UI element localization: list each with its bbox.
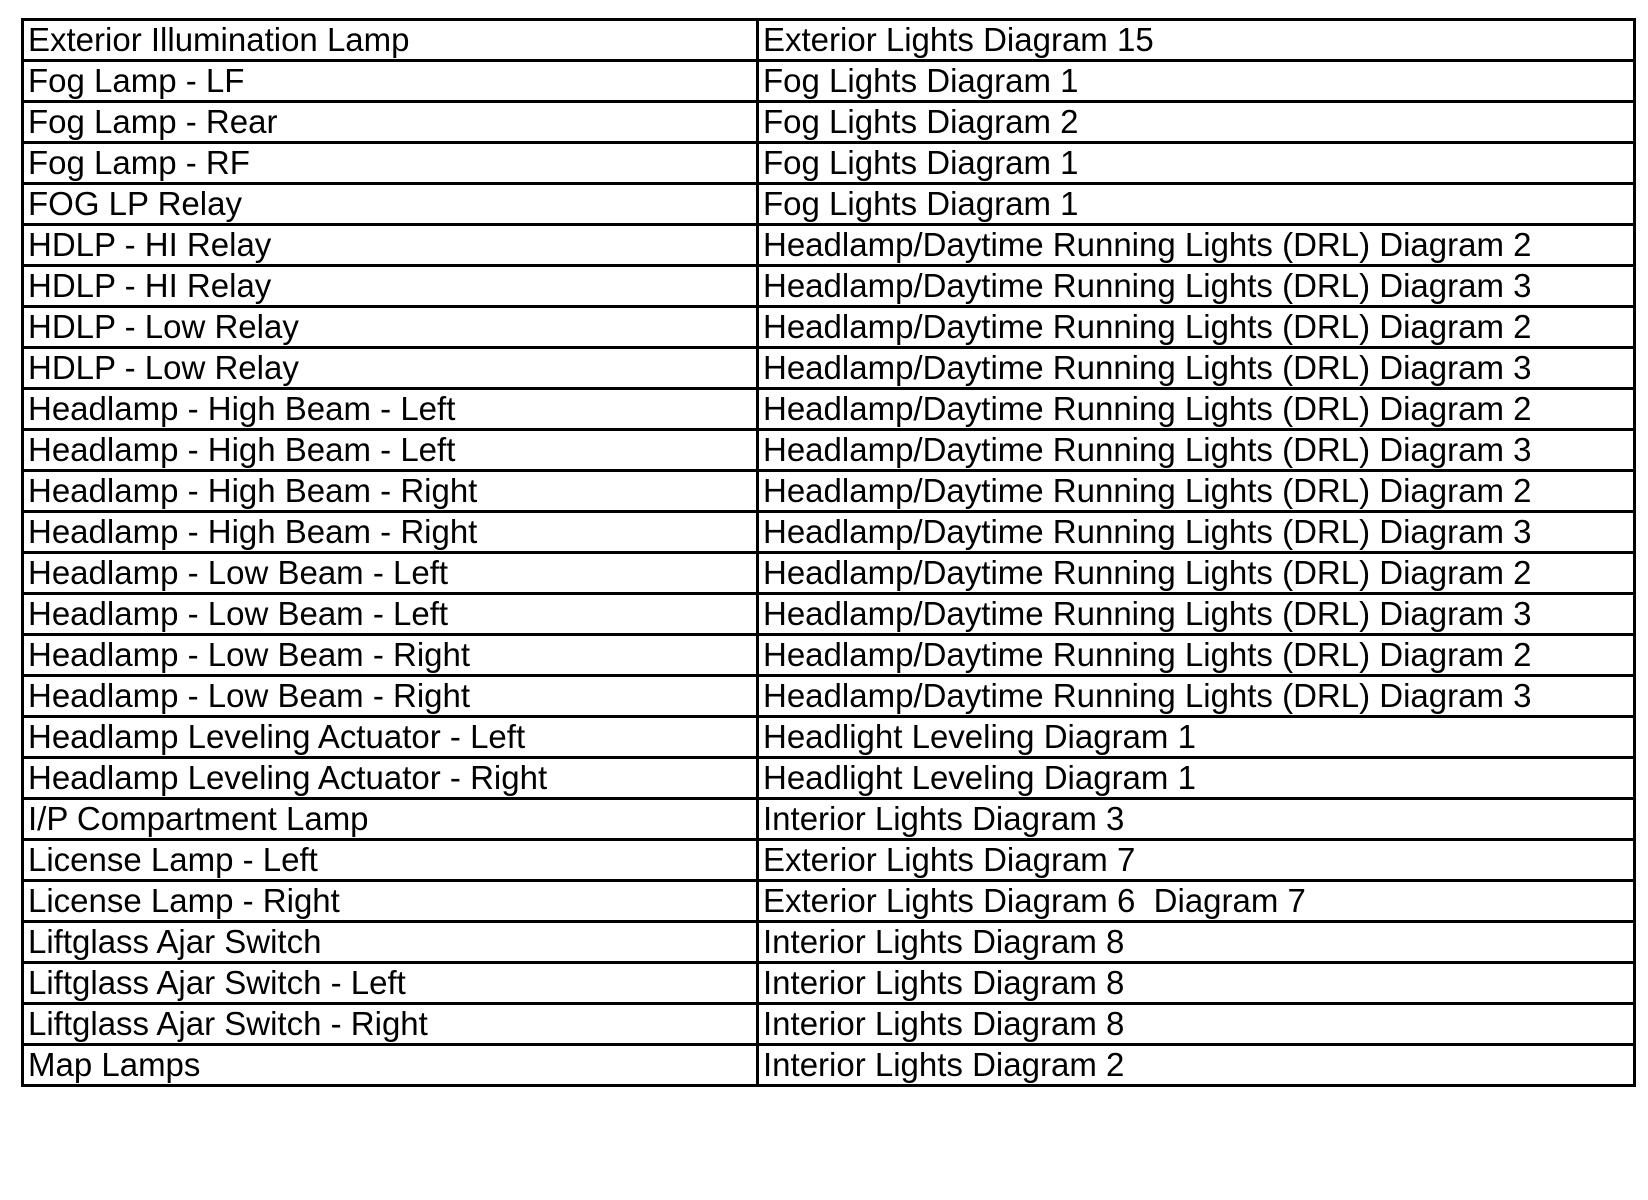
table-body xyxy=(23,20,1635,1086)
diagram-location-cell: Headlamp/Daytime Running Lights (DRL) Diagram 2 xyxy=(758,307,1635,348)
diagram-location-cell: Headlamp/Daytime Running Lights (DRL) Diagram 3 xyxy=(758,594,1635,635)
table-row xyxy=(23,717,1635,758)
component-cell: Headlamp - High Beam - Left xyxy=(23,389,758,430)
table-row xyxy=(23,225,1635,266)
table-row xyxy=(23,1045,1635,1086)
component-cell: Map Lamps xyxy=(23,1045,758,1086)
table-row xyxy=(23,20,1635,61)
table-row xyxy=(23,676,1635,717)
diagram-location-cell: Interior Lights Diagram 8 xyxy=(758,922,1635,963)
component-cell: License Lamp - Left xyxy=(23,840,758,881)
table-row xyxy=(23,389,1635,430)
component-cell: Headlamp - High Beam - Left xyxy=(23,430,758,471)
component-cell: FOG LP Relay xyxy=(23,184,758,225)
table-row xyxy=(23,266,1635,307)
diagram-location-cell: Fog Lights Diagram 1 xyxy=(758,184,1635,225)
table-row xyxy=(23,799,1635,840)
component-index-sheet xyxy=(21,18,1633,1087)
table-row xyxy=(23,307,1635,348)
component-cell: Headlamp - High Beam - Right xyxy=(23,471,758,512)
component-cell: I/P Compartment Lamp xyxy=(23,799,758,840)
component-cell: Headlamp - Low Beam - Right xyxy=(23,676,758,717)
diagram-location-cell: Fog Lights Diagram 1 xyxy=(758,143,1635,184)
diagram-location-cell: Headlamp/Daytime Running Lights (DRL) Diagram 2 xyxy=(758,553,1635,594)
diagram-location-cell: Headlamp/Daytime Running Lights (DRL) Diagram 3 xyxy=(758,348,1635,389)
component-cell: Liftglass Ajar Switch xyxy=(23,922,758,963)
diagram-location-cell: Interior Lights Diagram 8 xyxy=(758,1004,1635,1045)
component-cell: Headlamp - Low Beam - Left xyxy=(23,553,758,594)
diagram-location-cell: Headlamp/Daytime Running Lights (DRL) Diagram 2 xyxy=(758,225,1635,266)
diagram-location-cell: Interior Lights Diagram 2 xyxy=(758,1045,1635,1086)
table-row xyxy=(23,963,1635,1004)
table-row xyxy=(23,840,1635,881)
diagram-location-cell: Interior Lights Diagram 8 xyxy=(758,963,1635,1004)
component-cell: Headlamp - Low Beam - Right xyxy=(23,635,758,676)
diagram-location-cell: Fog Lights Diagram 2 xyxy=(758,102,1635,143)
component-cell: Liftglass Ajar Switch - Right xyxy=(23,1004,758,1045)
diagram-location-cell: Headlight Leveling Diagram 1 xyxy=(758,758,1635,799)
diagram-location-cell: Headlamp/Daytime Running Lights (DRL) Diagram 2 xyxy=(758,635,1635,676)
table-row xyxy=(23,102,1635,143)
component-cell: Fog Lamp - Rear xyxy=(23,102,758,143)
component-cell: Headlamp - High Beam - Right xyxy=(23,512,758,553)
table-row xyxy=(23,594,1635,635)
table-row xyxy=(23,635,1635,676)
component-cell: Headlamp Leveling Actuator - Left xyxy=(23,717,758,758)
component-location-table xyxy=(21,18,1636,1087)
table-row xyxy=(23,61,1635,102)
diagram-location-cell: Headlamp/Daytime Running Lights (DRL) Diagram 2 xyxy=(758,389,1635,430)
component-cell: Fog Lamp - LF xyxy=(23,61,758,102)
table-row xyxy=(23,553,1635,594)
component-cell: HDLP - Low Relay xyxy=(23,307,758,348)
diagram-location-cell: Headlamp/Daytime Running Lights (DRL) Diagram 3 xyxy=(758,676,1635,717)
component-cell: HDLP - HI Relay xyxy=(23,225,758,266)
component-cell: Fog Lamp - RF xyxy=(23,143,758,184)
component-cell: Liftglass Ajar Switch - Left xyxy=(23,963,758,1004)
table-row xyxy=(23,184,1635,225)
component-cell: Headlamp - Low Beam - Left xyxy=(23,594,758,635)
table-row xyxy=(23,1004,1635,1045)
table-row xyxy=(23,471,1635,512)
diagram-location-cell: Headlamp/Daytime Running Lights (DRL) Diagram 3 xyxy=(758,512,1635,553)
diagram-location-cell: Headlamp/Daytime Running Lights (DRL) Diagram 3 xyxy=(758,430,1635,471)
diagram-location-cell: Exterior Lights Diagram 7 xyxy=(758,840,1635,881)
table-row xyxy=(23,922,1635,963)
diagram-location-cell: Headlamp/Daytime Running Lights (DRL) Diagram 3 xyxy=(758,266,1635,307)
diagram-location-cell: Headlight Leveling Diagram 1 xyxy=(758,717,1635,758)
table-row xyxy=(23,881,1635,922)
diagram-location-cell: Fog Lights Diagram 1 xyxy=(758,61,1635,102)
diagram-location-cell: Headlamp/Daytime Running Lights (DRL) Diagram 2 xyxy=(758,471,1635,512)
diagram-location-cell: Exterior Lights Diagram 6 Diagram 7 xyxy=(758,881,1635,922)
diagram-location-cell: Interior Lights Diagram 3 xyxy=(758,799,1635,840)
component-cell: HDLP - HI Relay xyxy=(23,266,758,307)
component-cell: HDLP - Low Relay xyxy=(23,348,758,389)
table-row xyxy=(23,512,1635,553)
component-cell: Exterior Illumination Lamp xyxy=(23,20,758,61)
table-row xyxy=(23,430,1635,471)
table-row xyxy=(23,348,1635,389)
component-cell: Headlamp Leveling Actuator - Right xyxy=(23,758,758,799)
component-cell: License Lamp - Right xyxy=(23,881,758,922)
diagram-location-cell: Exterior Lights Diagram 15 xyxy=(758,20,1635,61)
table-row xyxy=(23,143,1635,184)
table-row xyxy=(23,758,1635,799)
